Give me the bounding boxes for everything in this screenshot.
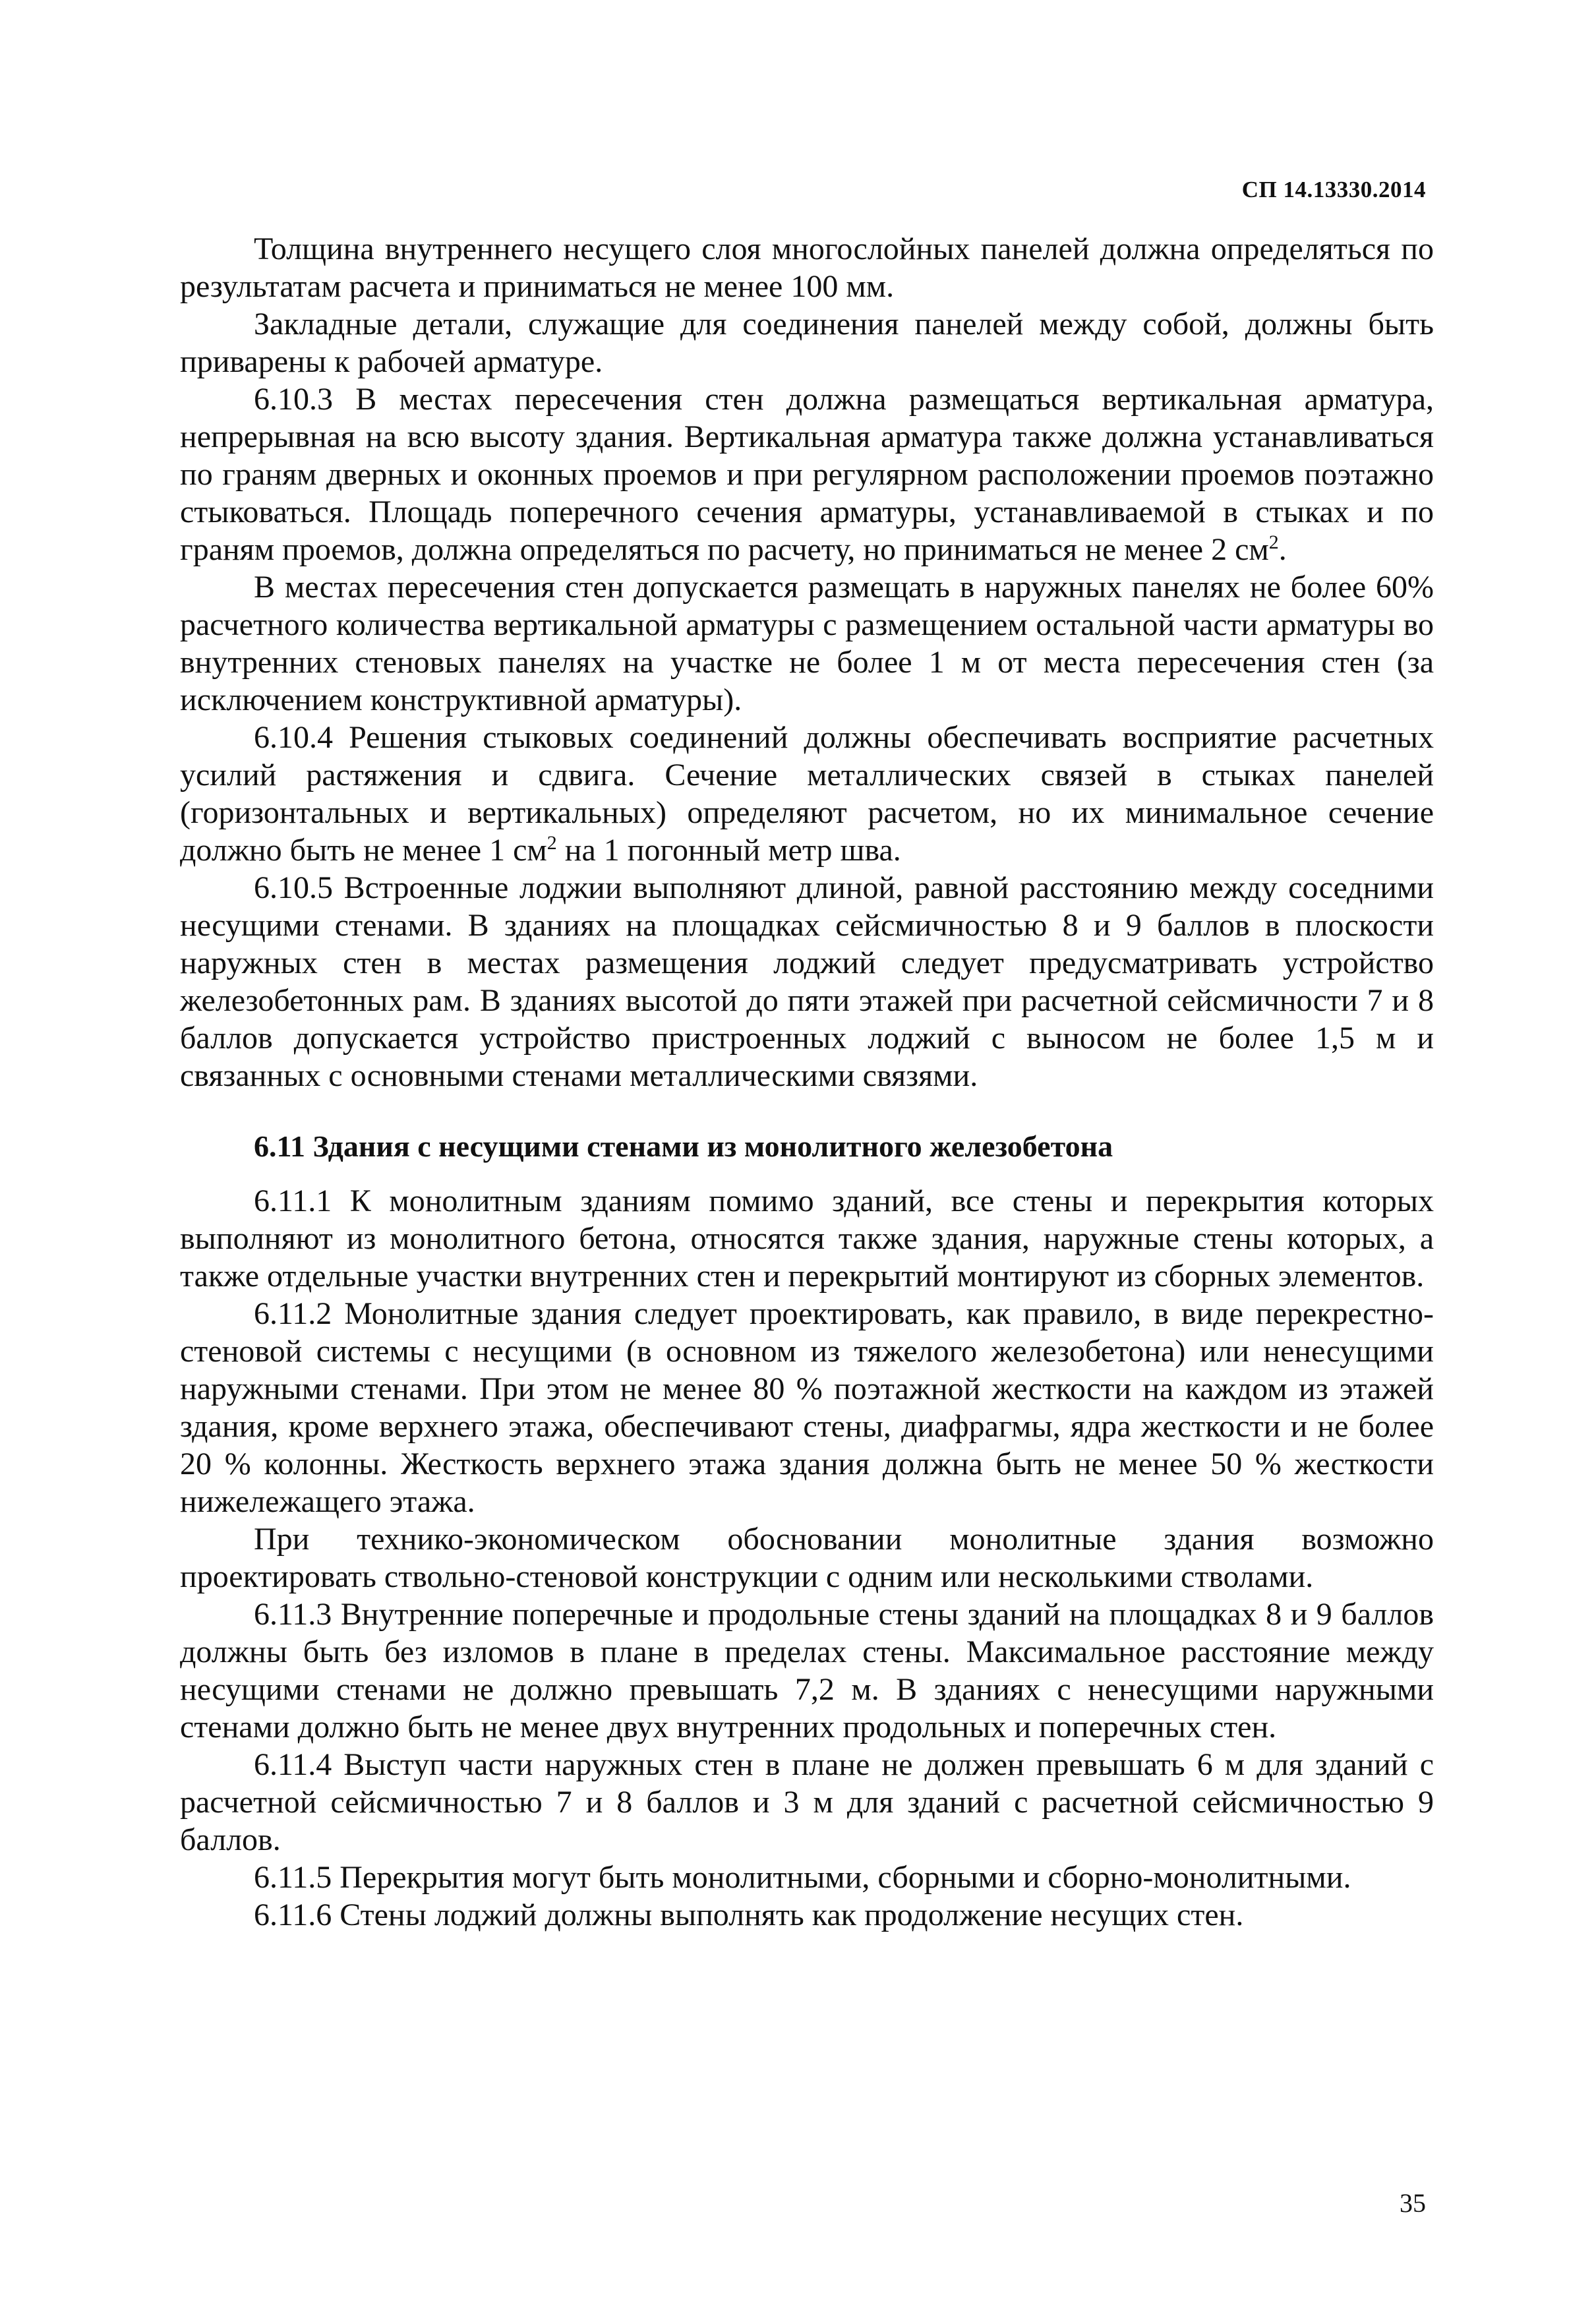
paragraph-wall-intersections: В местах пересечения стен допускается размещать в наружных панелях не более 60% расчетного количества вертикальной арматуры с размещением остальной части арматуры во внутренних стеновых панелях на участке не более 1 м от места пересечения стен (за исключением конструктивной арматуры). [180,570,1434,717]
paragraph-panel-thickness: Толщина внутреннего несущего слоя многослойных панелей должна определяться по результатам расчета и приниматься не менее 100 мм. [180,231,1434,304]
page-number: 35 [1400,2188,1426,2218]
document-code: СП 14.13330.2014 [1241,177,1426,202]
paragraph-6-11-4: 6.11.4 Выступ части наружных стен в плане не должен превышать 6 м для зданий с расчетной сейсмичностью 7 и 8 баллов и 3 м для зданий с расчетной сейсмичностью 9 баллов. [180,1747,1434,1857]
superscript: 2 [547,832,557,854]
document-body [180,230,1434,1934]
paragraph-6-11-1: 6.11.1 К монолитным зданиям помимо зданий, все стены и перекрытия которых выполняют из монолитного бетона, относятся также здания, наружные стены которых, а также отдельные участки внутренних стен и перекрытий монтируют из сборных элементов. [180,1183,1434,1294]
superscript: 2 [1268,531,1279,553]
paragraph-6-11-2: 6.11.2 Монолитные здания следует проектировать, как правило, в виде перекрестно-стеновой системы с несущими (в основном из тяжелого железобетона) или ненесущими наружными стенами. При этом не менее 80 % поэтажной жесткости на каждом из этажей здания, кроме верхнего этажа, обеспечивают стены, диафрагмы, ядра жесткости и не более 20 % колонны. Жесткость верхнего этажа здания должна быть не менее 50 % жесткости нижележащего этажа. [180,1296,1434,1519]
paragraph-embedded-parts: Закладные детали, служащие для соединения панелей между собой, должны быть приварены к рабочей арматуре. [180,307,1434,379]
paragraph-6-11-5: 6.11.5 Перекрытия могут быть монолитными, сборными и сборно-монолитными. [254,1860,1351,1895]
paragraph-6-10-5: 6.10.5 Встроенные лоджии выполняют длиной, равной расстоянию между соседними несущими стенами. В зданиях на площадках сейсмичностью 8 и 9 баллов в плоскости наружных стен в местах размещения лоджий следует предусматривать устройство железобетонных рам. В зданиях высотой до пяти этажей при расчетной сейсмичности 7 и 8 баллов допускается устройство пристроенных лоджий с выносом не более 1,5 м и связанных с основными стенами металлическими связями. [180,870,1434,1093]
section-heading: 6.11 Здания с несущими стенами из монолитного железобетона [254,1129,1113,1163]
paragraph-6-11-3: 6.11.3 Внутренние поперечные и продольные стены зданий на площадках 8 и 9 баллов должны быть без изломов в плане в пределах стены. Максимальное расстояние между несущими стенами не должно превышать 7,2 м. В зданиях с ненесущими наружными стенами должно быть не менее двух внутренних продольных и поперечных стен. [180,1597,1434,1745]
paragraph-6-10-4: 6.10.4 Решения стыковых соединений должны обеспечивать восприятие расчетных усилий растяжения и сдвига. Сечение металлических связей в стыках панелей (горизонтальных и вертикальных) определяют расчетом, но их минимальное сечение должно быть не менее 1 $см^2$ на 1 погонный метр шва. [180,720,1434,868]
paragraph-6-10-3: 6.10.3 В местах пересечения стен должна размещаться вертикальная арматура, непрерывная на всю высоту здания. Вертикальная арматура также должна устанавливаться по граням дверных и оконных проемов и при регулярном расположении проемов поэтажно стыковаться. Площадь поперечного сечения арматуры, устанавливаемой в стыках и по граням проемов, должна определяться по расчету, но приниматься не менее 2 $см^2$. [180,382,1434,567]
paragraph-feasibility: При технико-экономическом обосновании монолитные здания возможно проектировать ствольно-стеновой конструкции с одним или несколькими стволами. [180,1522,1434,1594]
paragraph-6-11-6: 6.11.6 Стены лоджий должны выполнять как продолжение несущих стен. [254,1897,1244,1932]
